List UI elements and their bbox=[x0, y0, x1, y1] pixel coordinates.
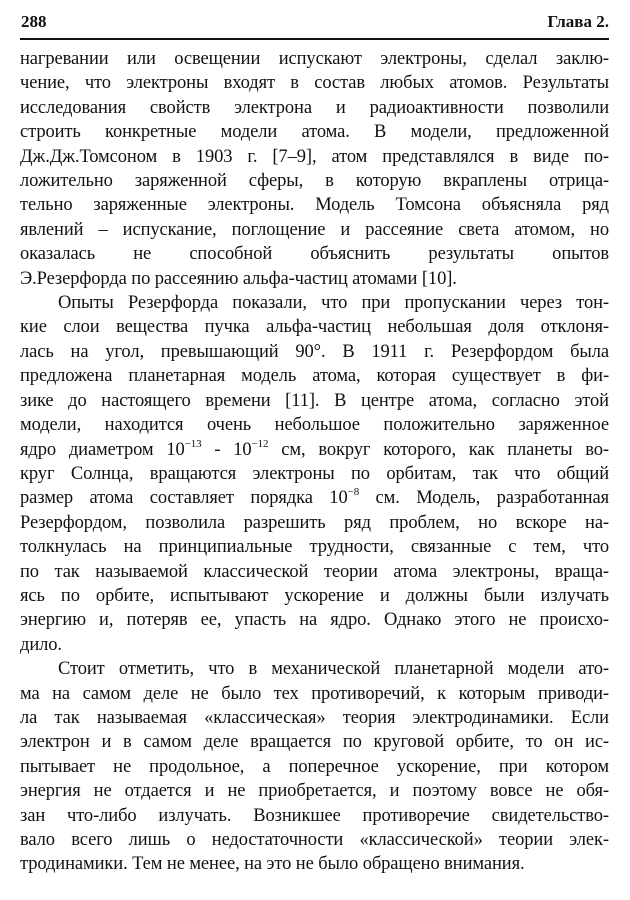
text-line: дило. bbox=[20, 634, 62, 655]
body-text bbox=[20, 47, 609, 877]
text-line: Опыты Резерфорда показали, что при пропускании через тон- bbox=[58, 293, 609, 314]
text-line: тродинамики. Тем не менее, на это не было обращено внимания. bbox=[20, 854, 525, 875]
text-line: размер атома составляет порядка $10^{-8}$ см. Модель, разработанная bbox=[20, 486, 609, 509]
text-line: Резерфордом, позволила разрешить ряд проблем, но вскоре на- bbox=[20, 512, 609, 533]
text-line: Дж.Дж.Томсоном в 1903 г. [7–9], атом представлялся в виде по- bbox=[20, 146, 609, 167]
text-line: ядро диаметром $10^{-13} - 10^{-12}$ см, вокруг которого, как планеты во- bbox=[20, 437, 609, 460]
exponent: −8 bbox=[347, 486, 360, 499]
text-line: исследования свойств электрона и радиоактивности позволили bbox=[20, 97, 609, 118]
text-line: строить конкретные модели атома. В модели, предложенной bbox=[20, 122, 609, 143]
text-line: пытывает не продольное, а поперечное ускорение, при котором bbox=[20, 756, 609, 777]
text-line: круг Солнца, вращаются электроны по орбитам, так что общий bbox=[20, 463, 609, 484]
text-line: зике до настоящего времени [11]. В центре атома, согласно этой bbox=[20, 390, 609, 411]
text-line: зан что-либо излучать. Возникшее противоречие свидетельство- bbox=[20, 805, 609, 826]
text-line: ложительно заряженной сферы, в которую вкраплены отрица- bbox=[20, 171, 609, 192]
text-line: лась на угол, превышающий 90°. В 1911 г. Резерфордом была bbox=[20, 341, 609, 362]
text-line: ма на самом деле не было тех противоречий, к которым приводи- bbox=[20, 683, 609, 704]
text-line: толкнулась на принципиальные трудности, связанные с тем, что bbox=[20, 537, 609, 558]
text-line: кие слои вещества пучка альфа-частиц небольшая доля отклоня- bbox=[20, 317, 609, 338]
text-line: ясь по орбите, испытывают ускорение и должны были излучать bbox=[20, 585, 609, 606]
text-line: явлений – испускание, поглощение и рассеяние света атомом, но bbox=[20, 219, 609, 240]
text-line: вало всего лишь о недостаточности «классической» теории элек- bbox=[20, 830, 609, 850]
text-line: Стоит отметить, что в механической планетарной модели ато- bbox=[58, 659, 609, 680]
text-line: по так называемой классической теории атома электроны, враща- bbox=[20, 561, 609, 582]
text-line: Э.Резерфорда по рассеянию альфа-частиц атомами [10]. bbox=[20, 268, 457, 289]
text-line: ла так называемая «классическая» теория электродинамики. Если bbox=[20, 707, 609, 728]
exponent: −12 bbox=[251, 437, 269, 450]
page-number: 288 bbox=[21, 12, 47, 31]
paragraph bbox=[20, 657, 609, 877]
chapter-title: Глава 2. bbox=[547, 12, 609, 31]
text-line: предложена планетарная модель атома, которая существует в фи- bbox=[20, 366, 609, 387]
text-line: чение, что электроны входят в состав любых атомов. Результаты bbox=[20, 73, 609, 94]
exponent: −13 bbox=[184, 437, 202, 450]
text-line: энергию и, потеряв ее, упасть на ядро. Однако этого не происхо- bbox=[20, 610, 609, 631]
paragraph bbox=[20, 47, 609, 291]
text-line: модели, находится очень небольшое положительно заряженное bbox=[20, 415, 609, 436]
text-line: энергия не отдается и не приобретается, и поэтому вовсе не обя- bbox=[20, 781, 609, 802]
paragraph bbox=[20, 291, 609, 657]
text-line: электрон и в самом деле вращается по круговой орбите, то он ис- bbox=[20, 732, 609, 753]
header-rule bbox=[20, 38, 609, 40]
text-line: нагревании или освещении испускают электроны, сделал заклю- bbox=[20, 49, 609, 69]
text-line: оказалась не способной объяснить результаты опытов bbox=[20, 244, 609, 265]
page-header bbox=[20, 9, 609, 35]
text-line: тельно заряженные электроны. Модель Томсона объясняла ряд bbox=[20, 195, 609, 216]
